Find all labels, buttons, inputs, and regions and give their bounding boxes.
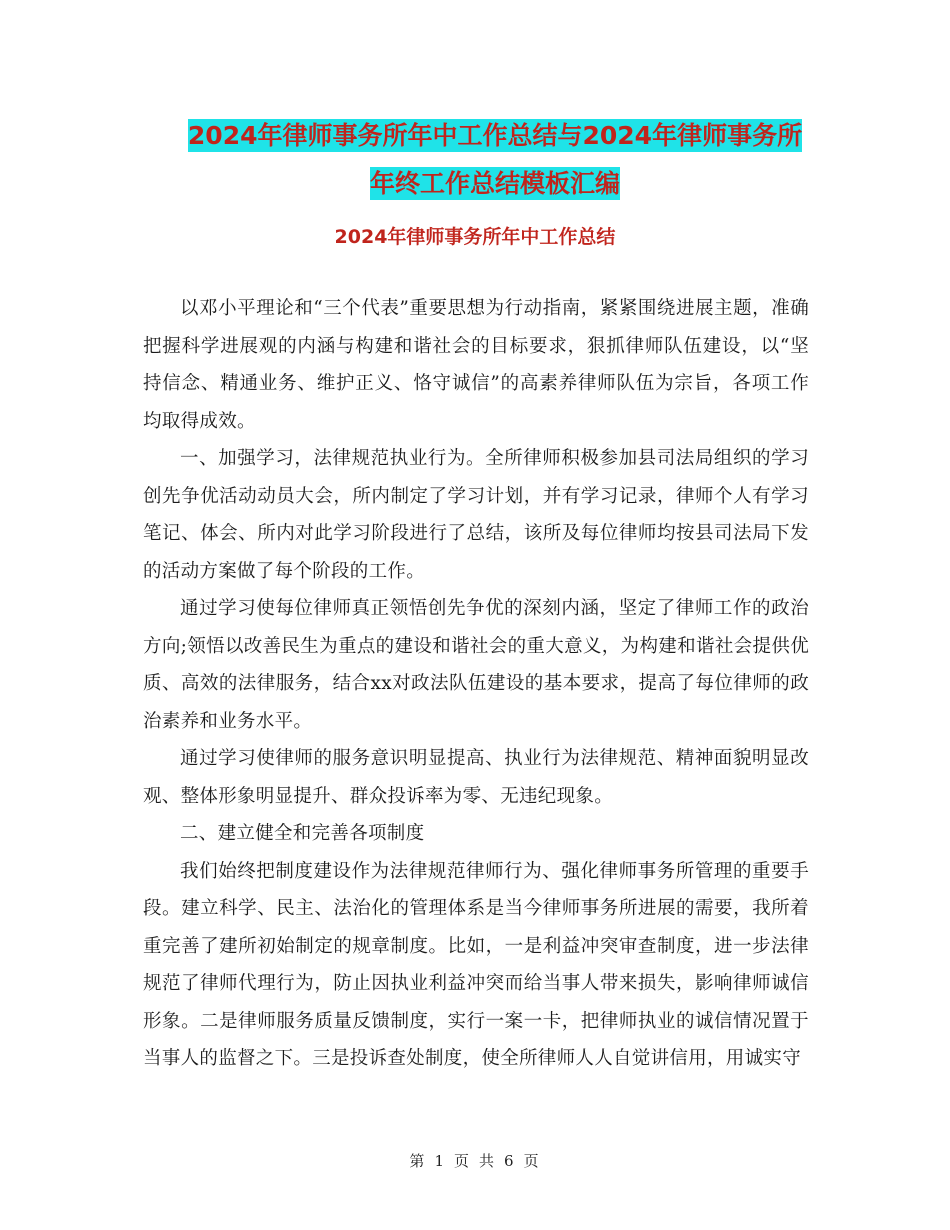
page-footer xyxy=(0,1150,950,1171)
footer-page-label: 第 xyxy=(409,1152,427,1170)
paragraph-heading-system: 二、建立健全和完善各项制度 xyxy=(180,823,425,844)
paragraph-study-result: 通过学习使律师的服务意识明显提高、执业行为法律规范、精神面貌明显改观、整体形象明显提升、群众投诉率为零、无违纪现象。 xyxy=(143,748,809,807)
section-title: 2024年律师事务所年中工作总结 xyxy=(334,226,616,248)
paragraph-study-effect: 通过学习使每位律师真正领悟创先争优的深刻内涵，坚定了律师工作的政治方向;领悟以改善民生为重点的建设和谐社会的重大意义，为构建和谐社会提供优质、高效的法律服务，结合xx对政法队伍建设的基本要求，提高了每位律师的政治素养和业务水平。 xyxy=(143,598,809,732)
footer-total-pages: 6 xyxy=(504,1152,516,1170)
document-title-line-1: 2024年律师事务所年中工作总结与2024年律师事务所 xyxy=(187,121,803,150)
paragraph-system: 我们始终把制度建设作为法律规范律师行为、强化律师事务所管理的重要手段。建立科学、民主、法治化的管理体系是当今律师事务所进展的需要，我所着重完善了建所初始制定的规章制度。比如，一是利益冲突审查制度，进一步法律规范了律师代理行为，防止因执业利益冲突而给当事人带来损失，影响律师诚信形象。二是律师服务质量反馈制度，实行一案一卡，把律师执业的诚信情况置于当事人的监督之下。三是投诉查处制度，使全所律师人人自觉讲信用，用诚实守 xyxy=(143,860,809,1069)
paragraph-study: 一、加强学习，法律规范执业行为。全所律师积极参加县司法局组织的学习创先争优活动动员大会，所内制定了学习计划，并有学习记录，律师个人有学习笔记、体会、所内对此学习阶段进行了总结，该所及每位律师均按县司法局下发的活动方案做了每个阶段的工作。 xyxy=(143,448,809,582)
footer-total-label: 共 xyxy=(479,1152,497,1170)
footer-page-unit: 页 xyxy=(453,1152,471,1170)
paragraph-intro: 以邓小平理论和“三个代表”重要思想为行动指南，紧紧围绕进展主题，准确把握科学进展观的内涵与构建和谐社会的目标要求，狠抓律师队伍建设，以“坚持信念、精通业务、维护正义、恪守诚信”的高素养律师队伍为宗旨，各项工作均取得成效。 xyxy=(143,298,809,432)
document-title xyxy=(140,112,850,208)
footer-total-unit: 页 xyxy=(523,1152,541,1170)
document-body xyxy=(143,290,809,1078)
footer-current-page: 1 xyxy=(434,1152,446,1170)
document-title-line-2: 年终工作总结模板汇编 xyxy=(369,169,620,198)
